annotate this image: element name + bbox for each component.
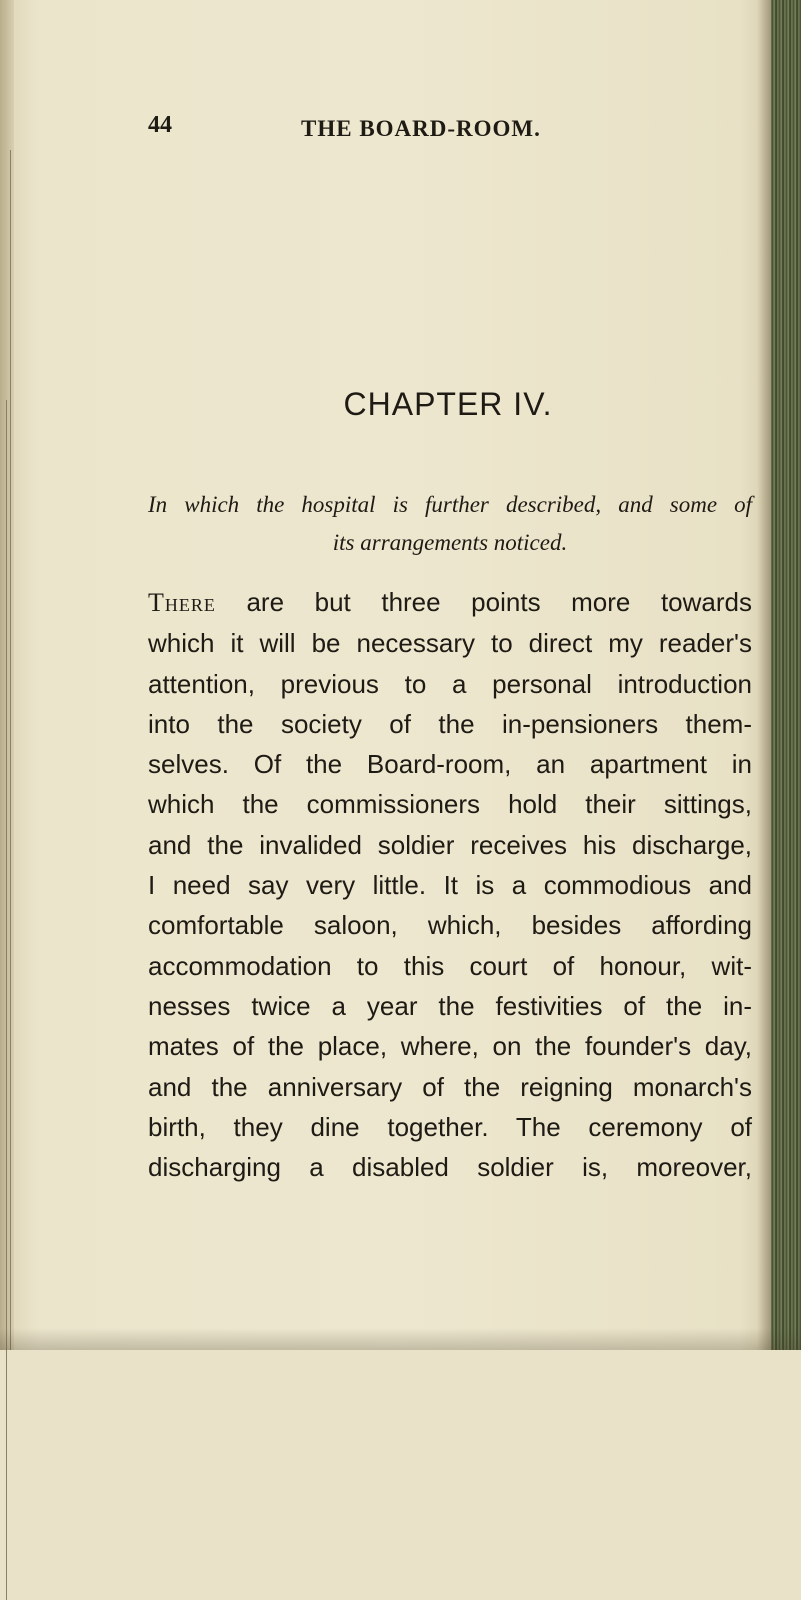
body-line: discharging a disabled soldier is, moreover,	[148, 1152, 752, 1183]
page-gutter	[0, 0, 14, 1350]
fore-edge-shadow	[757, 0, 771, 1350]
body-line: I need say very little. It is a commodious and	[148, 870, 752, 901]
body-line: comfortable saloon, which, besides affording	[148, 910, 752, 941]
body-line: attention, previous to a personal introduction	[148, 668, 752, 699]
body-line: birth, they dine together. The ceremony of	[148, 1111, 752, 1142]
chapter-summary	[148, 486, 752, 562]
page-header	[148, 112, 768, 152]
body-line: accommodation to this court of honour, wit-	[148, 950, 752, 981]
body-line: mates of the place, where, on the founder's day,	[148, 1031, 752, 1062]
body-line: which the commissioners hold their sittings,	[148, 789, 752, 820]
body-line: selves. Of the Board-room, an apartment in	[148, 749, 752, 780]
drop-word: There	[148, 588, 216, 617]
body-line: which it will be necessary to direct my reader's	[148, 628, 752, 659]
chapter-summary-line: its arrangements noticed.	[332, 530, 568, 555]
chapter-title: CHAPTER IV.	[343, 386, 553, 422]
body-paragraph	[148, 582, 752, 1187]
gutter-line	[10, 150, 11, 1350]
page-number: 44	[148, 112, 172, 138]
body-line	[148, 582, 752, 623]
body-line: into the society of the in-pensioners them-	[148, 708, 752, 739]
body-line: nesses twice a year the festivities of the in-	[148, 990, 752, 1021]
gutter-line	[6, 400, 7, 1600]
book-fore-edge	[771, 0, 801, 1350]
body-line: and the anniversary of the reigning monarch's	[148, 1071, 752, 1102]
chapter-summary-line: In which the hospital is further described, and some of	[148, 492, 752, 517]
body-line: and the invalided soldier receives his discharge,	[148, 829, 752, 860]
bottom-shadow	[0, 1328, 801, 1350]
running-head: THE BOARD-ROOM.	[301, 116, 541, 141]
body-line-text: are but three points more towards	[215, 587, 752, 617]
